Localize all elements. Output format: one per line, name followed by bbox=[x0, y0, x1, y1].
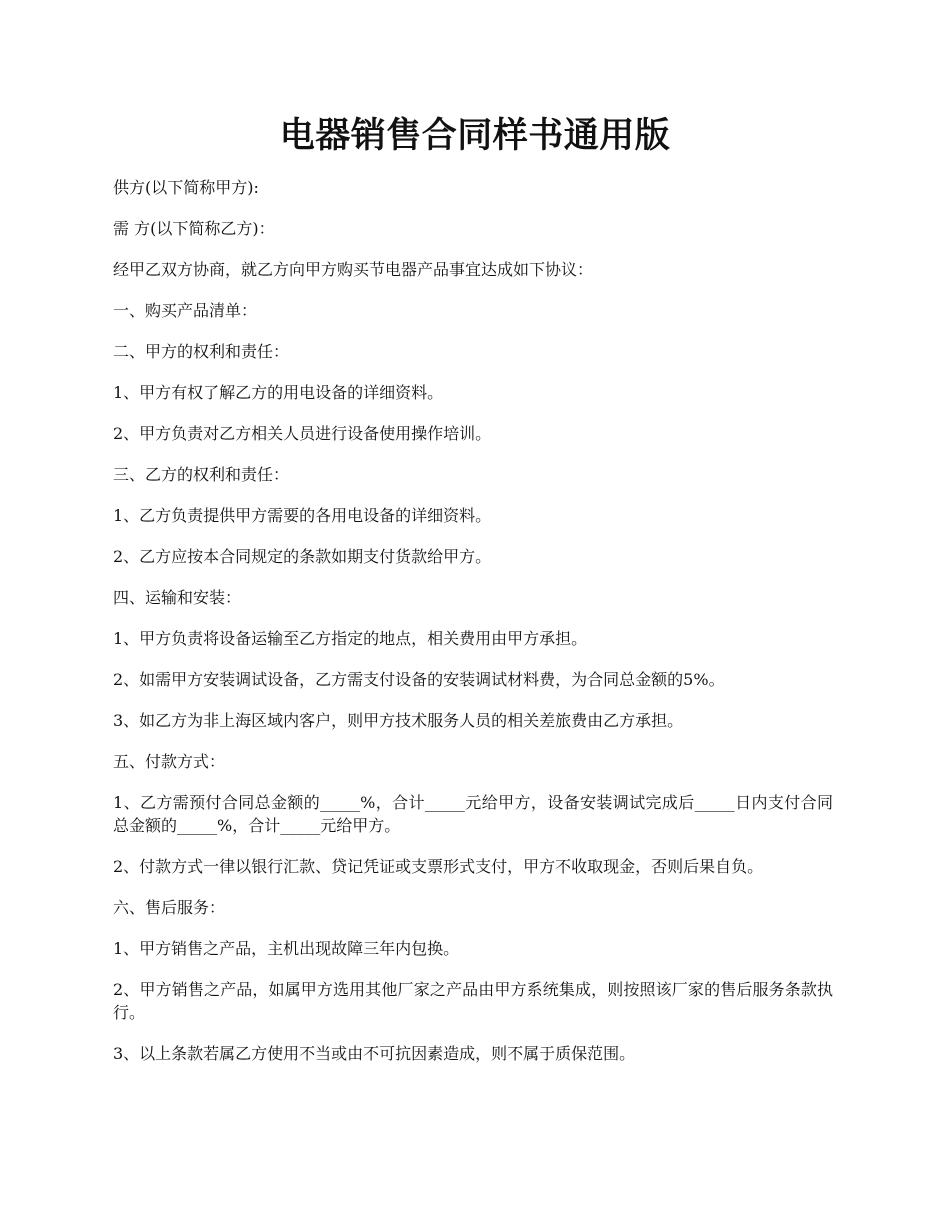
clause-6-3: 3、以上条款若属乙方使用不当或由不可抗因素造成，则不属于质保范围。 bbox=[113, 1044, 636, 1063]
clause-2-2: 2、甲方负责对乙方相关人员进行设备使用操作培训。 bbox=[113, 424, 492, 443]
clause-3-2: 2、乙方应按本合同规定的条款如期支付货款给甲方。 bbox=[113, 547, 492, 566]
section-heading-3: 三、乙方的权利和责任： bbox=[113, 465, 290, 484]
clause-4-1: 1、甲方负责将设备运输至乙方指定的地点，相关费用由甲方承担。 bbox=[113, 629, 588, 648]
section-heading-5: 五、付款方式： bbox=[113, 752, 226, 771]
clause-6-2: 2、甲方销售之产品，如属甲方选用其他厂家之产品由甲方系统集成，则按照该厂家的售后服务条款执行。 bbox=[113, 980, 833, 1022]
paragraph-intro: 经甲乙双方协商，就乙方向甲方购买节电器产品事宜达成如下协议： bbox=[113, 260, 594, 279]
document-title: 电器销售合同样书通用版 bbox=[279, 116, 671, 156]
section-heading-4: 四、运输和安装： bbox=[113, 588, 242, 607]
section-heading-2: 二、甲方的权利和责任： bbox=[113, 342, 290, 361]
clause-2-1: 1、甲方有权了解乙方的用电设备的详细资料。 bbox=[113, 383, 444, 402]
document-body bbox=[113, 176, 833, 1083]
clause-4-2: 2、如需甲方安装调试设备，乙方需支付设备的安装调试材料费，为合同总金额的5%。 bbox=[113, 670, 725, 689]
paragraph-supplier: 供方(以下简称甲方): bbox=[113, 178, 259, 197]
clause-4-3: 3、如乙方为非上海区域内客户，则甲方技术服务人员的相关差旅费由乙方承担。 bbox=[113, 711, 684, 730]
paragraph-buyer: 需 方(以下简称乙方)： bbox=[113, 219, 275, 238]
clause-5-2: 2、付款方式一律以银行汇款、贷记凭证或支票形式支付，甲方不收取现金，否则后果自负。 bbox=[113, 857, 764, 876]
clause-6-1: 1、甲方销售之产品，主机出现故障三年内包换。 bbox=[113, 939, 460, 958]
section-heading-1: 一、购买产品清单： bbox=[113, 301, 258, 320]
section-heading-6: 六、售后服务： bbox=[113, 898, 226, 917]
clause-3-1: 1、乙方负责提供甲方需要的各用电设备的详细资料。 bbox=[113, 506, 492, 525]
clause-5-1: 1、乙方需预付合同总金额的_____%，合计_____元给甲方，设备安装调试完成后_____日内支付合同总金额的_____%，合计_____元给甲方。 bbox=[113, 793, 833, 835]
